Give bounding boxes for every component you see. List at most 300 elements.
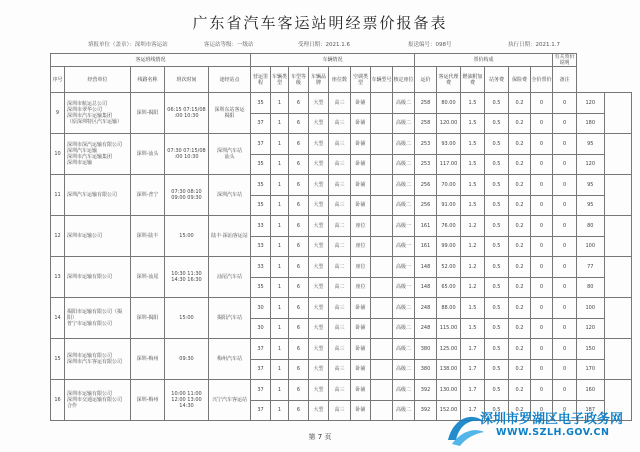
notes-cell bbox=[604, 175, 631, 216]
stops-cell: 陆丰·深汕客运站 bbox=[209, 216, 251, 257]
cell-j: 0.5 bbox=[485, 93, 509, 114]
cell-k: 0.2 bbox=[509, 339, 531, 360]
cell-h: 120.00 bbox=[437, 113, 461, 134]
cell-seats: 30 bbox=[251, 298, 271, 319]
cell-seats: 37 bbox=[251, 400, 271, 421]
cell-b: 大型 bbox=[309, 113, 329, 134]
cell-l: 0 bbox=[531, 113, 553, 134]
cell-g: 256 bbox=[415, 175, 437, 196]
cell-c: 高二 bbox=[329, 216, 351, 237]
cell-h: 80.00 bbox=[437, 93, 461, 114]
cell-l: 0 bbox=[531, 359, 553, 380]
column-header: 车辆型号 bbox=[371, 67, 393, 93]
time-cell: 10:00 11:00 12:00 13:00 14:30 bbox=[165, 380, 209, 421]
cell-c: 高二 bbox=[329, 277, 351, 298]
cell-m: 0 bbox=[553, 154, 577, 175]
cell-d: 座位 bbox=[351, 236, 371, 257]
page-number: 第 7 页 bbox=[308, 433, 332, 441]
cell-i: 1.2 bbox=[461, 216, 485, 237]
row-index: 15 bbox=[51, 339, 65, 380]
cell-b: 大型 bbox=[309, 93, 329, 114]
table-row bbox=[51, 339, 632, 360]
cell-j: 0.5 bbox=[485, 339, 509, 360]
cell-j: 0.5 bbox=[485, 277, 509, 298]
info-field-5: 执行日期：2021.1.7 bbox=[508, 42, 560, 48]
cell-k: 0.2 bbox=[509, 298, 531, 319]
cell-km: 1 bbox=[271, 175, 289, 196]
cell-l: 0 bbox=[531, 257, 553, 278]
cell-seats: 35 bbox=[251, 195, 271, 216]
cell-seats: 35 bbox=[251, 93, 271, 114]
column-header: 班次时间 bbox=[165, 67, 209, 93]
cell-k: 0.2 bbox=[509, 380, 531, 401]
cell-seats: 35 bbox=[251, 154, 271, 175]
line-cell: 深圳-汕头 bbox=[131, 134, 165, 175]
column-header: 站务费 bbox=[485, 67, 509, 93]
cell-n: 120 bbox=[577, 154, 604, 175]
operator-cell: 深圳市运输有限公司 深圳市汽车客运有限公司 bbox=[65, 339, 131, 380]
cell-i: 1.7 bbox=[461, 359, 485, 380]
notes-cell bbox=[604, 134, 631, 175]
line-cell: 深圳-汕尾 bbox=[131, 257, 165, 298]
cell-g: 380 bbox=[415, 339, 437, 360]
cell-km: 1 bbox=[271, 195, 289, 216]
cell-c: 高二 bbox=[329, 236, 351, 257]
line-cell: 深圳-梅州 bbox=[131, 339, 165, 380]
column-header: 全价票价 bbox=[531, 67, 553, 93]
row-index: 11 bbox=[51, 175, 65, 216]
cell-seats: 37 bbox=[251, 134, 271, 155]
column-header: 运价 bbox=[415, 67, 437, 93]
column-header: 线路名称 bbox=[131, 67, 165, 93]
cell-c: 高三 bbox=[329, 339, 351, 360]
cell-a: 6 bbox=[289, 236, 309, 257]
cell-seats: 37 bbox=[251, 359, 271, 380]
cell-e bbox=[371, 400, 393, 421]
cell-n: 170 bbox=[577, 359, 604, 380]
cell-j: 0.5 bbox=[485, 298, 509, 319]
time-cell: 09:30 bbox=[165, 339, 209, 380]
cell-h: 115.00 bbox=[437, 318, 461, 339]
cell-e bbox=[371, 339, 393, 360]
cell-a: 6 bbox=[289, 359, 309, 380]
cell-f: 高级二 bbox=[393, 134, 415, 155]
column-header: 序号 bbox=[51, 67, 65, 93]
cell-k: 0.2 bbox=[509, 236, 531, 257]
stops-cell: 揭阳汽车站 bbox=[209, 298, 251, 339]
cell-a: 6 bbox=[289, 380, 309, 401]
cell-l: 0 bbox=[531, 277, 553, 298]
group-header-route: 客运班线情况 bbox=[51, 54, 251, 67]
notes-cell bbox=[604, 216, 631, 257]
cell-h: 125.00 bbox=[437, 339, 461, 360]
cell-a: 6 bbox=[289, 339, 309, 360]
operator-cell: 深圳市运输有限公司 深圳市交通运输有限公司 合作 bbox=[65, 380, 131, 421]
row-index: 9 bbox=[51, 93, 65, 134]
line-cell: 深圳-揭阳 bbox=[131, 298, 165, 339]
cell-d: 卧铺 bbox=[351, 318, 371, 339]
cell-a: 6 bbox=[289, 195, 309, 216]
cell-a: 6 bbox=[289, 113, 309, 134]
notes-cell bbox=[604, 339, 631, 380]
cell-k: 0.2 bbox=[509, 216, 531, 237]
group-header-notes: 有关票价说明 bbox=[554, 54, 575, 66]
cell-f: 高级二 bbox=[393, 93, 415, 114]
cell-a: 6 bbox=[289, 257, 309, 278]
info-field-4: 报送编号：098号 bbox=[408, 42, 452, 48]
cell-m: 0 bbox=[553, 339, 577, 360]
cell-h: 138.00 bbox=[437, 359, 461, 380]
cell-n: 120 bbox=[577, 93, 604, 114]
cell-i: 1.5 bbox=[461, 175, 485, 196]
cell-g: 248 bbox=[415, 318, 437, 339]
watermark-site-name: 深圳市罗湖区电子政务网 bbox=[480, 412, 624, 427]
cell-km: 1 bbox=[271, 318, 289, 339]
cell-k: 0.2 bbox=[509, 93, 531, 114]
cell-c: 高三 bbox=[329, 134, 351, 155]
cell-a: 6 bbox=[289, 298, 309, 319]
cell-a: 6 bbox=[289, 175, 309, 196]
cell-h: 117.00 bbox=[437, 154, 461, 175]
cell-i: 1.5 bbox=[461, 318, 485, 339]
cell-d: 卧铺 bbox=[351, 113, 371, 134]
column-header: 空调类型 bbox=[351, 67, 371, 93]
cell-d: 卧铺 bbox=[351, 339, 371, 360]
cell-b: 大型 bbox=[309, 318, 329, 339]
table-body bbox=[51, 93, 632, 421]
cell-h: 65.00 bbox=[437, 277, 461, 298]
cell-g: 161 bbox=[415, 216, 437, 237]
cell-seats: 37 bbox=[251, 380, 271, 401]
cell-n: 100 bbox=[577, 298, 604, 319]
cell-m: 0 bbox=[553, 113, 577, 134]
cell-b: 大型 bbox=[309, 359, 329, 380]
stops-cell: 汕尾汽车站 bbox=[209, 257, 251, 298]
cell-j: 0.5 bbox=[485, 359, 509, 380]
cell-j: 0.5 bbox=[485, 134, 509, 155]
operator-cell: 深圳市运输公司 bbox=[65, 216, 131, 257]
cell-km: 1 bbox=[271, 359, 289, 380]
cell-g: 258 bbox=[415, 113, 437, 134]
cell-g: 248 bbox=[415, 298, 437, 319]
stops-cell: 深圳汽车站 汕头 bbox=[209, 134, 251, 175]
cell-m: 0 bbox=[553, 216, 577, 237]
column-header: 途经站点 bbox=[209, 67, 251, 93]
cell-i: 1.7 bbox=[461, 380, 485, 401]
row-index: 14 bbox=[51, 298, 65, 339]
cell-g: 148 bbox=[415, 277, 437, 298]
cell-b: 大型 bbox=[309, 277, 329, 298]
time-cell: 07:30 08:10 09:00 09:30 bbox=[165, 175, 209, 216]
cell-a: 6 bbox=[289, 277, 309, 298]
cell-k: 0.2 bbox=[509, 154, 531, 175]
cell-f: 高级二 bbox=[393, 154, 415, 175]
cell-c: 高三 bbox=[329, 93, 351, 114]
info-field-2: 客运站等级：一级站 bbox=[204, 42, 254, 48]
cell-c: 高三 bbox=[329, 400, 351, 421]
operator-cell: 深圳汽车运输有限公司 bbox=[65, 175, 131, 216]
cell-n: 150 bbox=[577, 339, 604, 360]
cell-d: 卧铺 bbox=[351, 134, 371, 155]
column-header: 车辆品牌 bbox=[309, 67, 329, 93]
cell-m: 0 bbox=[553, 277, 577, 298]
cell-h: 70.00 bbox=[437, 175, 461, 196]
cell-c: 高三 bbox=[329, 298, 351, 319]
cell-k: 0.2 bbox=[509, 359, 531, 380]
time-cell: 15:00 bbox=[165, 216, 209, 257]
row-index: 12 bbox=[51, 216, 65, 257]
info-bar bbox=[88, 40, 628, 50]
table-row bbox=[51, 175, 632, 196]
cell-c: 高三 bbox=[329, 359, 351, 380]
notes-cell bbox=[604, 93, 631, 134]
cell-i: 1.7 bbox=[461, 400, 485, 421]
cell-d: 座位 bbox=[351, 216, 371, 237]
cell-g: 392 bbox=[415, 380, 437, 401]
operator-cell: 深圳市航运总公司 深圳市翠华公司 深圳市汽车运输集团 （原深圳特区汽车运输） bbox=[65, 93, 131, 134]
line-cell: 深圳-梅州 bbox=[131, 380, 165, 421]
operator-cell: 深圳市深汽运输有限公司 深圳汽车运输 深圳市汽车运输集团 深圳市运输 bbox=[65, 134, 131, 175]
row-index: 10 bbox=[51, 134, 65, 175]
cell-j: 0.5 bbox=[485, 236, 509, 257]
cell-g: 380 bbox=[415, 359, 437, 380]
cell-j: 0.5 bbox=[485, 195, 509, 216]
cell-d: 卧铺 bbox=[351, 195, 371, 216]
cell-km: 1 bbox=[271, 216, 289, 237]
cell-b: 大型 bbox=[309, 195, 329, 216]
cell-f: 高级二 bbox=[393, 400, 415, 421]
cell-seats: 33 bbox=[251, 257, 271, 278]
cell-k: 0.2 bbox=[509, 195, 531, 216]
cell-l: 0 bbox=[531, 318, 553, 339]
cell-i: 1.7 bbox=[461, 339, 485, 360]
cell-b: 大型 bbox=[309, 175, 329, 196]
cell-c: 高三 bbox=[329, 380, 351, 401]
column-header: 燃油附加费 bbox=[461, 67, 485, 93]
operator-cell: 深圳市运输有限公司 bbox=[65, 257, 131, 298]
cell-b: 大型 bbox=[309, 236, 329, 257]
column-header: 备注 bbox=[553, 67, 577, 93]
cell-d: 座位 bbox=[351, 257, 371, 278]
cell-a: 6 bbox=[289, 216, 309, 237]
group-header-price: 票价构成 bbox=[415, 54, 553, 67]
cell-n: 95 bbox=[577, 175, 604, 196]
cell-m: 0 bbox=[553, 400, 577, 421]
cell-a: 6 bbox=[289, 134, 309, 155]
time-cell: 06:15 07:15/08 :00 10:30 bbox=[165, 93, 209, 134]
cell-h: 99.00 bbox=[437, 236, 461, 257]
cell-b: 大型 bbox=[309, 216, 329, 237]
cell-f: 高级一 bbox=[393, 216, 415, 237]
cell-j: 0.5 bbox=[485, 257, 509, 278]
time-cell: 15:00 bbox=[165, 298, 209, 339]
cell-a: 6 bbox=[289, 93, 309, 114]
cell-f: 高级一 bbox=[393, 277, 415, 298]
cell-d: 卧铺 bbox=[351, 380, 371, 401]
table-row bbox=[51, 298, 632, 319]
table-row bbox=[51, 134, 632, 155]
cell-k: 0.2 bbox=[509, 400, 531, 421]
cell-e bbox=[371, 113, 393, 134]
cell-b: 大型 bbox=[309, 257, 329, 278]
cell-l: 0 bbox=[531, 216, 553, 237]
cell-km: 1 bbox=[271, 277, 289, 298]
table-row bbox=[51, 380, 632, 401]
cell-e bbox=[371, 359, 393, 380]
cell-m: 0 bbox=[553, 257, 577, 278]
stops-cell: 深圳东站客运 揭阳 bbox=[209, 93, 251, 134]
cell-f: 高级二 bbox=[393, 359, 415, 380]
document-title: 广东省汽车客运站明经票价报备表 bbox=[192, 14, 448, 32]
notes-cell bbox=[604, 298, 631, 339]
cell-km: 1 bbox=[271, 298, 289, 319]
cell-d: 卧铺 bbox=[351, 359, 371, 380]
cell-km: 1 bbox=[271, 339, 289, 360]
cell-n: 80 bbox=[577, 216, 604, 237]
table-row bbox=[51, 216, 632, 237]
cell-g: 161 bbox=[415, 236, 437, 257]
cell-e bbox=[371, 134, 393, 155]
cell-n: 100 bbox=[577, 236, 604, 257]
cell-f: 高级二 bbox=[393, 318, 415, 339]
info-field-3: 受理日期：2021.1.6 bbox=[298, 42, 350, 48]
cell-g: 392 bbox=[415, 400, 437, 421]
cell-i: 1.5 bbox=[461, 93, 485, 114]
cell-k: 0.2 bbox=[509, 257, 531, 278]
cell-e bbox=[371, 175, 393, 196]
cell-seats: 35 bbox=[251, 277, 271, 298]
cell-j: 0.5 bbox=[485, 400, 509, 421]
cell-l: 0 bbox=[531, 154, 553, 175]
column-header: 核定座位 bbox=[393, 67, 415, 93]
cell-e bbox=[371, 257, 393, 278]
cell-b: 大型 bbox=[309, 298, 329, 319]
cell-i: 1.5 bbox=[461, 134, 485, 155]
cell-b: 大型 bbox=[309, 134, 329, 155]
cell-c: 高二 bbox=[329, 257, 351, 278]
cell-l: 0 bbox=[531, 93, 553, 114]
cell-km: 1 bbox=[271, 134, 289, 155]
cell-l: 0 bbox=[531, 400, 553, 421]
cell-h: 91.00 bbox=[437, 195, 461, 216]
cell-n: 160 bbox=[577, 380, 604, 401]
operator-cell: 揭阳市运输有限公司（揭 阳） 普宁市运输有限公司 bbox=[65, 298, 131, 339]
cell-c: 高三 bbox=[329, 195, 351, 216]
row-index: 13 bbox=[51, 257, 65, 298]
cell-l: 0 bbox=[531, 175, 553, 196]
cell-n: 187 bbox=[577, 400, 604, 421]
watermark-url: WWW.SZLH.GOV.CN bbox=[496, 427, 610, 438]
cell-c: 高三 bbox=[329, 175, 351, 196]
cell-n: 180 bbox=[577, 113, 604, 134]
cell-km: 1 bbox=[271, 257, 289, 278]
cell-n: 77 bbox=[577, 257, 604, 278]
cell-k: 0.2 bbox=[509, 175, 531, 196]
cell-m: 0 bbox=[553, 318, 577, 339]
cell-f: 高级二 bbox=[393, 175, 415, 196]
cell-k: 0.2 bbox=[509, 277, 531, 298]
cell-i: 1.2 bbox=[461, 277, 485, 298]
stops-cell: 兴宁汽车客运站 bbox=[209, 380, 251, 421]
table-row bbox=[51, 93, 632, 114]
cell-e bbox=[371, 154, 393, 175]
cell-m: 0 bbox=[553, 195, 577, 216]
cell-c: 高三 bbox=[329, 113, 351, 134]
cell-m: 0 bbox=[553, 93, 577, 114]
line-cell: 深圳-揭阳 bbox=[131, 93, 165, 134]
cell-l: 0 bbox=[531, 380, 553, 401]
cell-j: 0.5 bbox=[485, 216, 509, 237]
cell-m: 0 bbox=[553, 359, 577, 380]
cell-b: 大型 bbox=[309, 380, 329, 401]
cell-i: 1.2 bbox=[461, 236, 485, 257]
cell-seats: 33 bbox=[251, 216, 271, 237]
cell-seats: 35 bbox=[251, 175, 271, 196]
cell-n: 120 bbox=[577, 318, 604, 339]
cell-seats: 37 bbox=[251, 339, 271, 360]
cell-f: 高级一 bbox=[393, 257, 415, 278]
cell-i: 1.5 bbox=[461, 195, 485, 216]
stops-cell: 深圳汽车站 bbox=[209, 175, 251, 216]
price-table bbox=[50, 53, 632, 421]
column-header: 座位数 bbox=[329, 67, 351, 93]
cell-m: 0 bbox=[553, 134, 577, 155]
cell-l: 0 bbox=[531, 236, 553, 257]
cell-c: 高三 bbox=[329, 154, 351, 175]
cell-e bbox=[371, 298, 393, 319]
cell-j: 0.5 bbox=[485, 175, 509, 196]
cell-j: 0.5 bbox=[485, 318, 509, 339]
cell-f: 高级二 bbox=[393, 339, 415, 360]
column-header: 车辆类型 bbox=[271, 67, 289, 93]
cell-j: 0.5 bbox=[485, 113, 509, 134]
cell-km: 1 bbox=[271, 154, 289, 175]
cell-g: 258 bbox=[415, 93, 437, 114]
cell-e bbox=[371, 216, 393, 237]
column-header: 保险费 bbox=[509, 67, 531, 93]
cell-j: 0.5 bbox=[485, 154, 509, 175]
cell-h: 93.00 bbox=[437, 134, 461, 155]
cell-i: 1.2 bbox=[461, 257, 485, 278]
cell-e bbox=[371, 380, 393, 401]
cell-i: 1.5 bbox=[461, 298, 485, 319]
cell-m: 0 bbox=[553, 298, 577, 319]
cell-d: 座位 bbox=[351, 277, 371, 298]
cell-b: 大型 bbox=[309, 400, 329, 421]
cell-seats: 37 bbox=[251, 113, 271, 134]
cell-g: 148 bbox=[415, 257, 437, 278]
cell-b: 大型 bbox=[309, 154, 329, 175]
cell-e bbox=[371, 318, 393, 339]
time-cell: 07:30 07:15/08 :00 10:30 bbox=[165, 134, 209, 175]
cell-d: 卧铺 bbox=[351, 154, 371, 175]
cell-l: 0 bbox=[531, 298, 553, 319]
cell-a: 6 bbox=[289, 400, 309, 421]
cell-i: 1.5 bbox=[461, 154, 485, 175]
cell-km: 1 bbox=[271, 380, 289, 401]
cell-km: 1 bbox=[271, 93, 289, 114]
table-row bbox=[51, 257, 632, 278]
cell-f: 高级二 bbox=[393, 113, 415, 134]
line-cell: 深圳-陆丰 bbox=[131, 216, 165, 257]
cell-seats: 30 bbox=[251, 318, 271, 339]
info-field-1: 填报单位（盖章）：深圳市客运站 bbox=[88, 42, 168, 48]
cell-e bbox=[371, 236, 393, 257]
column-header-row bbox=[51, 67, 632, 93]
cell-k: 0.2 bbox=[509, 113, 531, 134]
cell-e bbox=[371, 93, 393, 114]
cell-f: 高级二 bbox=[393, 195, 415, 216]
